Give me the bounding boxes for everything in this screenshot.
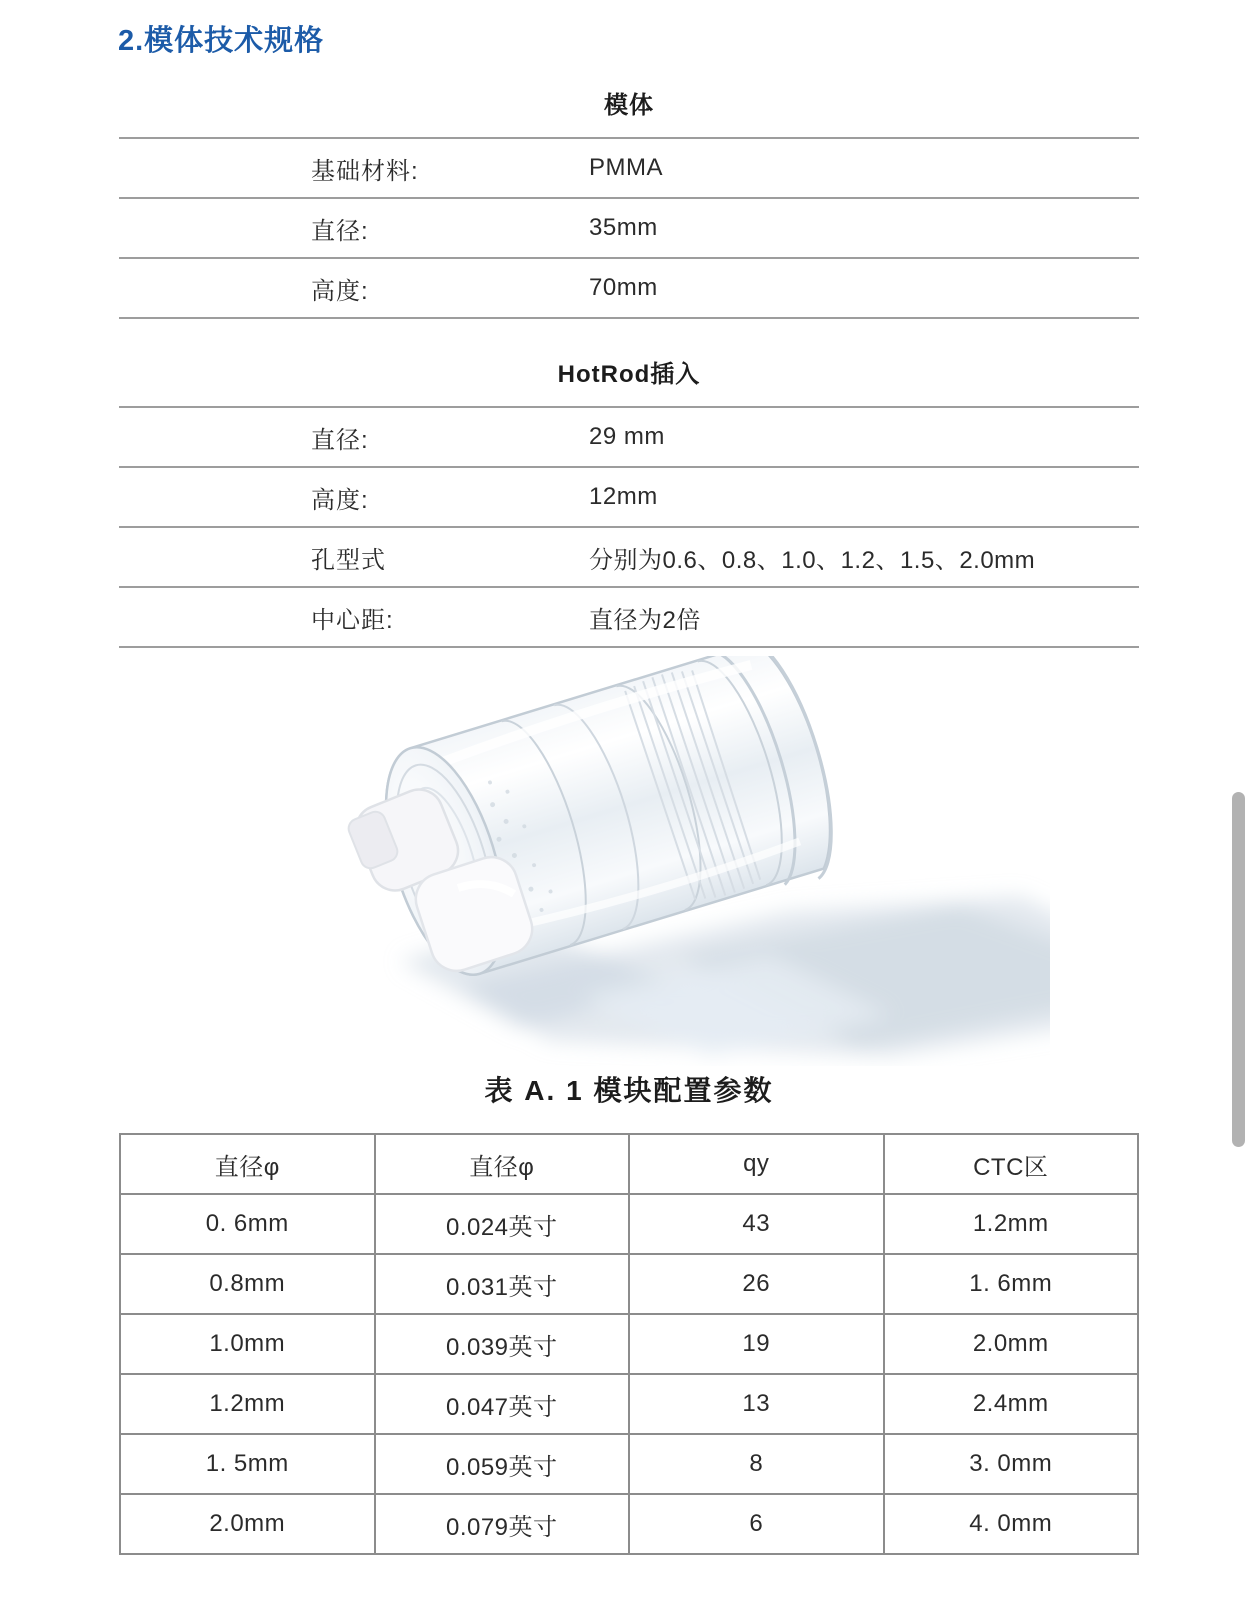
cell: 2.0mm [120, 1494, 375, 1554]
spec-label: 孔型式 [311, 546, 386, 574]
spec-row-base-material [119, 139, 1139, 199]
cell: 0.047英寸 [375, 1374, 630, 1434]
spec-row-hole-type [119, 528, 1139, 588]
phantom-spec-rows [119, 137, 1139, 319]
col-header-diameter-inch: 直径φ [375, 1134, 630, 1194]
cell: 43 [629, 1194, 884, 1254]
spec-label: 基础材料: [311, 157, 419, 185]
cell: 8 [629, 1434, 884, 1494]
cell: 1.0mm [120, 1314, 375, 1374]
cell: 6 [629, 1494, 884, 1554]
cell: 0.039英寸 [375, 1314, 630, 1374]
spec-value: 12mm [589, 483, 658, 510]
spec-label: 中心距: [311, 606, 394, 634]
page-title: 2.模体技术规格 [118, 25, 325, 57]
cell: 0. 6mm [120, 1194, 375, 1254]
cell: 2.0mm [884, 1314, 1139, 1374]
cell: 0.059英寸 [375, 1434, 630, 1494]
config-table-caption: 表 A. 1 模块配置参数 [484, 1075, 774, 1106]
col-header-qy: qy [629, 1134, 884, 1194]
spec-value: PMMA [589, 154, 663, 181]
spec-label: 直径: [311, 217, 369, 245]
spec-value: 分别为0.6、0.8、1.0、1.2、1.5、2.0mm [589, 546, 1036, 574]
cell: 19 [629, 1314, 884, 1374]
hotrod-spec-section [119, 361, 1139, 648]
table-row [120, 1254, 1138, 1314]
cell: 0.031英寸 [375, 1254, 630, 1314]
cell: 1. 6mm [884, 1254, 1139, 1314]
phantom-spec-section [119, 92, 1139, 319]
cell: 13 [629, 1374, 884, 1434]
product-photo [250, 656, 1050, 1066]
phantom-cylinder-illustration [250, 656, 1050, 1066]
cell: 26 [629, 1254, 884, 1314]
spec-label: 高度: [311, 486, 369, 514]
spec-label: 直径: [311, 426, 369, 454]
table-row [120, 1434, 1138, 1494]
cell: 0.8mm [120, 1254, 375, 1314]
cell: 4. 0mm [884, 1494, 1139, 1554]
table-row [120, 1194, 1138, 1254]
cell: 0.024英寸 [375, 1194, 630, 1254]
col-header-diameter-mm: 直径φ [120, 1134, 375, 1194]
vertical-scrollbar-thumb[interactable] [1232, 792, 1245, 1147]
hotrod-spec-title: HotRod插入 [557, 361, 701, 388]
phantom-spec-title: 模体 [604, 92, 654, 119]
config-table-header-row [120, 1134, 1138, 1194]
spec-value: 70mm [589, 274, 658, 301]
document-page [0, 22, 1260, 1555]
spec-value: 29 mm [589, 423, 665, 450]
cell: 2.4mm [884, 1374, 1139, 1434]
table-row [120, 1314, 1138, 1374]
spec-row-center-distance [119, 588, 1139, 648]
spec-label: 高度: [311, 277, 369, 305]
cell: 1.2mm [120, 1374, 375, 1434]
cell: 0.079英寸 [375, 1494, 630, 1554]
spec-row-height [119, 468, 1139, 528]
spec-value: 直径为2倍 [589, 606, 701, 634]
spec-value: 35mm [589, 214, 658, 241]
cell: 3. 0mm [884, 1434, 1139, 1494]
table-row [120, 1494, 1138, 1554]
table-row [120, 1374, 1138, 1434]
spec-row-diameter [119, 408, 1139, 468]
spec-row-diameter [119, 199, 1139, 259]
spec-row-height [119, 259, 1139, 319]
hotrod-spec-rows [119, 406, 1139, 648]
col-header-ctc: CTC区 [884, 1134, 1139, 1194]
cell: 1. 5mm [120, 1434, 375, 1494]
cell: 1.2mm [884, 1194, 1139, 1254]
config-table [119, 1133, 1139, 1555]
